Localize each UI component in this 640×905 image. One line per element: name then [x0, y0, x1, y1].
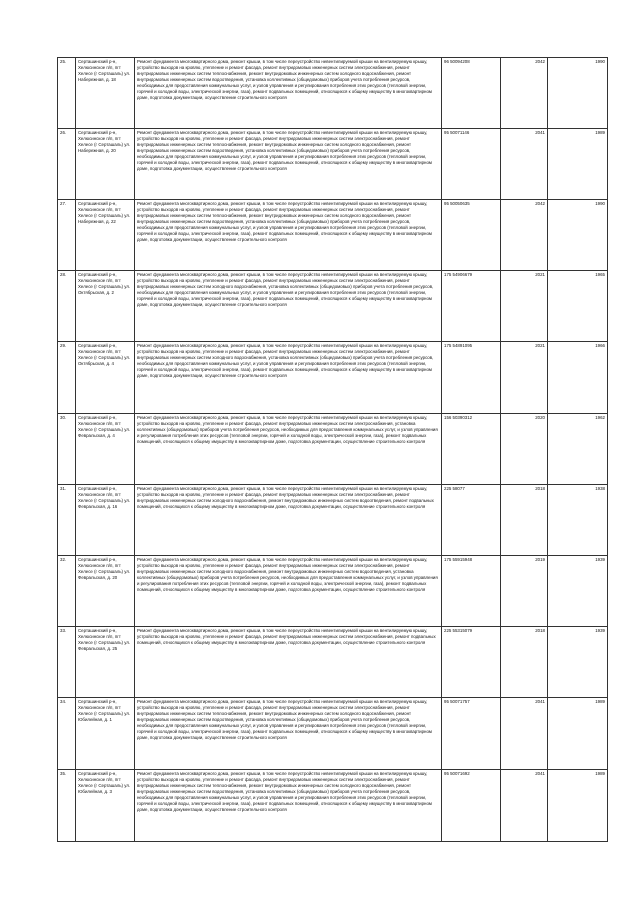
row-year: 2018 [501, 627, 548, 698]
row-address: Серташинский р-н, Хелюсинское п/п, пгт Хелесе (г Серташаль) ул. Набережная, д. 22 [76, 200, 135, 271]
row-number: 35. [58, 770, 76, 842]
table-row [58, 129, 608, 200]
row-built-year: 1989 [548, 770, 608, 842]
row-works: Ремонт фундамента многоквартирного дома, ремонт крыши, в том числе переустройство невентилируемой крыши на вентилируемую крышу, устройство выходов на кровлю, утепление и ремонт фасада, ремонт внутридомовых инженерных систем электроснабжения, ремонт внутридомовых инженерных систем холодного водоснабжения, ремонт внутридомовых инженерных систем водоотведения, установка коллективных (общедомовых) приборов учета потребления ресурсов, необходимых для предоставления коммунальных услуг, и узлов управления и регулирования потребления этих ресурсов (тепловой энергии, горячей и холодной воды, электрической энергии, газа), ремонт подвальных помещений, относящихся к общему имуществу в многоквартирном доме, подготовка документации, осуществление строительного контроля [135, 556, 442, 627]
table-row [58, 342, 608, 414]
row-year: 2041 [501, 698, 548, 770]
row-built-year: 1962 [548, 414, 608, 485]
row-works: Ремонт фундамента многоквартирного дома, ремонт крыши, в том числе переустройство невентилируемой крыши на вентилируемую крышу, устройство выходов на кровлю, утепление и ремонт фасада, ремонт внутридомовых инженерных систем электроснабжения, ремонт подвальных помещений, относящихся к общему имуществу в многоквартирном доме, подготовка документации, осуществление строительного контроля [135, 627, 442, 698]
row-year: 2041 [501, 129, 548, 200]
row-cost: 156 50390312 [442, 414, 501, 485]
row-cost: 95 50071757 [442, 698, 501, 770]
table-row [58, 271, 608, 342]
row-cost: 95 50050635 [442, 200, 501, 271]
row-built-year: 1966 [548, 342, 608, 414]
row-year: 2042 [501, 200, 548, 271]
row-number: 27. [58, 200, 76, 271]
row-number: 29. [58, 342, 76, 414]
row-cost: 96 50094208 [442, 58, 501, 129]
row-works: Ремонт фундамента многоквартирного дома, ремонт крыши, в том числе переустройство невентилируемой крыши на вентилируемую крышу, устройство выходов на кровлю, утепление и ремонт фасада, ремонт внутридомовых инженерных систем электроснабжения, ремонт внутридомовых инженерных систем холодного водоснабжения, ремонт внутридомовых инженерных систем водоотведения, ремонт подвальных помещений, относящихся к общему имуществу в многоквартирном доме, подготовка документации, осуществление строительного контроля [135, 485, 442, 556]
row-address: Серташинский р-н, Хелюсинское п/п, пгт Хелесе (г Серташаль) ул. Февральская, д. 4 [76, 414, 135, 485]
row-number: 30. [58, 414, 76, 485]
row-year: 2021 [501, 271, 548, 342]
row-address: Серташинский р-н, Хелюсинское п/п, пгт Хелесе (г Серташаль) ул. Октябрьская, д. 4 [76, 342, 135, 414]
table-row [58, 414, 608, 485]
row-built-year: 1990 [548, 200, 608, 271]
table-row [58, 627, 608, 698]
row-address: Серташинский р-н, Хелюсинское п/п, пгт Хелесе (г Серташаль) ул. Набережная, д. 18 [76, 58, 135, 129]
register-table-body [58, 58, 608, 842]
row-built-year: 1965 [548, 271, 608, 342]
row-number: 25. [58, 58, 76, 129]
row-works: Ремонт фундамента многоквартирного дома, ремонт крыши, в том числе переустройство невентилируемой крыши на вентилируемую крышу, устройство выходов на кровлю, утепление и ремонт фасада, ремонт внутридомовых инженерных систем электроснабжения, ремонт внутридомовых инженерных систем теплоснабжения, ремонт внутридомовых инженерных систем холодного водоснабжения, ремонт внутридомовых инженерных систем водоотведения, установка коллективных (общедомовых) приборов учета потребления ресурсов, необходимых для предоставления коммунальных услуг, и узлов управления и регулирования потребления этих ресурсов (тепловой энергии, горячей и холодной воды, электрической энергии, газа), ремонт подвальных помещений, относящихся к общему имуществу в многоквартирном доме, подготовка документации, осуществление строительного контроля [135, 200, 442, 271]
row-cost: 225 58077 [442, 485, 501, 556]
row-year: 2041 [501, 770, 548, 842]
row-address: Серташинский р-н, Хелюсинское п/п, пгт Хелесе (г Серташаль) ул. Октябрьская, д. 2 [76, 271, 135, 342]
row-works: Ремонт фундамента многоквартирного дома, ремонт крыши, в том числе переустройство невентилируемой крыши на вентилируемую крышу, устройство выходов на кровлю, утепление и ремонт фасада, ремонт внутридомовых инженерных систем электроснабжения, установка коллективных (общедомовых) приборов учета потребления ресурсов, необходимых для предоставления коммунальных услуг, и узлов управления и регулирования потребления этих ресурсов (тепловой энергии, горячей и холодной воды, электрической энергии, газа), ремонт подвальных помещений, относящихся к общему имуществу в многоквартирном доме, подготовка документации, осуществление строительного контроля [135, 414, 442, 485]
row-works: Ремонт фундамента многоквартирного дома, ремонт крыши, в том числе переустройство невентилируемой крыши на вентилируемую крышу, устройство выходов на кровлю, утепление и ремонт фасада, ремонт внутридомовых инженерных систем электроснабжения, ремонт внутридомовых инженерных систем теплоснабжения, ремонт внутридомовых инженерных систем холодного водоснабжения, ремонт внутридомовых инженерных систем водоотведения, установка коллективных (общедомовых) приборов учета потребления ресурсов, необходимых для предоставления коммунальных услуг, и узлов управления и регулирования потребления этих ресурсов (тепловой энергии, горячей и холодной воды, электрической энергии, газа), ремонт подвальных помещений, относящихся к общему имуществу в многоквартирном доме, подготовка документации, осуществление строительного контроля [135, 58, 442, 129]
row-cost: 225 55315079 [442, 627, 501, 698]
row-built-year: 1989 [548, 129, 608, 200]
row-built-year: 1989 [548, 698, 608, 770]
row-address: Серташинский р-н, Хелюсинское п/п, пгт Хелесе (г Серташаль) ул. Февральская, д. 16 [76, 485, 135, 556]
row-cost: 175 54906679 [442, 271, 501, 342]
row-address: Серташинский р-н, Хелюсинское п/п, пгт Хелесе (г Серташаль) ул. Февральская, д. 20 [76, 556, 135, 627]
table-row [58, 698, 608, 770]
row-works: Ремонт фундамента многоквартирного дома, ремонт крыши, в том числе переустройство невентилируемой крыши на вентилируемую крышу, устройство выходов на кровлю, утепление и ремонт фасада, ремонт внутридомовых инженерных систем электроснабжения, ремонт внутридомовых инженерных систем холодного водоснабжения, установка коллективных (общедомовых) приборов учета потребления ресурсов, необходимых для предоставления коммунальных услуг, и узлов управления и регулирования потребления этих ресурсов (тепловой энергии, горячей и холодной воды, электрической энергии, газа), ремонт подвальных помещений, относящихся к общему имуществу в многоквартирном доме, подготовка документации, осуществление строительного контроля [135, 342, 442, 414]
row-address: Серташинский р-н, Хелюсинское п/п, пгт Хелесе (г Серташаль) ул. Набережная, д. 20 [76, 129, 135, 200]
row-number: 32. [58, 556, 76, 627]
row-built-year: 1939 [548, 627, 608, 698]
row-number: 34. [58, 698, 76, 770]
row-year: 2021 [501, 342, 548, 414]
row-number: 28. [58, 271, 76, 342]
row-year: 2018 [501, 485, 548, 556]
table-row [58, 770, 608, 842]
row-year: 2042 [501, 58, 548, 129]
row-works: Ремонт фундамента многоквартирного дома, ремонт крыши, в том числе переустройство невентилируемой крыши на вентилируемую крышу, устройство выходов на кровлю, утепление и ремонт фасада, ремонт внутридомовых инженерных систем электроснабжения, ремонт внутридомовых инженерных систем холодного водоснабжения, установка коллективных (общедомовых) приборов учета потребления ресурсов, необходимых для предоставления коммунальных услуг, и узлов управления и регулирования потребления этих ресурсов (тепловой энергии, горячей и холодной воды, электрической энергии, газа), ремонт подвальных помещений, относящихся к общему имуществу в многоквартирном доме, подготовка документации, осуществление строительного контроля [135, 271, 442, 342]
row-built-year: 1990 [548, 58, 608, 129]
table-row [58, 556, 608, 627]
row-number: 31. [58, 485, 76, 556]
register-table [57, 57, 608, 842]
row-built-year: 1939 [548, 556, 608, 627]
row-year: 2019 [501, 556, 548, 627]
row-address: Серташинский р-н, Хелюсинское п/п, пгт Хелесе (г Серташаль) ул. Юбилейная, д. 3 [76, 770, 135, 842]
row-number: 33. [58, 627, 76, 698]
table-row [58, 58, 608, 129]
table-row [58, 485, 608, 556]
row-built-year: 1938 [548, 485, 608, 556]
row-cost: 175 55915948 [442, 556, 501, 627]
row-address: Серташинский р-н, Хелюсинское п/п, пгт Хелесе (г Серташаль) ул. Юбилейная, д. 1 [76, 698, 135, 770]
row-works: Ремонт фундамента многоквартирного дома, ремонт крыши, в том числе переустройство невентилируемой крыши на вентилируемую крышу, устройство выходов на кровлю, утепление и ремонт фасада, ремонт внутридомовых инженерных систем электроснабжения, ремонт внутридомовых инженерных систем теплоснабжения, ремонт внутридомовых инженерных систем холодного водоснабжения, ремонт внутридомовых инженерных систем водоотведения, установка коллективных (общедомовых) приборов учета потребления ресурсов, необходимых для предоставления коммунальных услуг, и узлов управления и регулирования потребления этих ресурсов (тепловой энергии, горячей и холодной воды, электрической энергии, газа), ремонт подвальных помещений, относящихся к общему имуществу в многоквартирном доме, подготовка документации, осуществление строительного контроля [135, 129, 442, 200]
row-cost: 175 54891095 [442, 342, 501, 414]
row-year: 2020 [501, 414, 548, 485]
row-cost: 95 50071692 [442, 770, 501, 842]
row-address: Серташинский р-н, Хелюсинское п/п, пгт Хелесе (г Серташаль) ул. Февральская, д. 25 [76, 627, 135, 698]
row-works: Ремонт фундамента многоквартирного дома, ремонт крыши, в том числе переустройство невентилируемой крыши на вентилируемую крышу, устройство выходов на кровлю, утепление и ремонт фасада, ремонт внутридомовых инженерных систем электроснабжения, ремонт внутридомовых инженерных систем теплоснабжения, ремонт внутридомовых инженерных систем холодного водоснабжения, ремонт внутридомовых инженерных систем водоотведения, установка коллективных (общедомовых) приборов учета потребления ресурсов, необходимых для предоставления коммунальных услуг, и узлов управления и регулирования потребления этих ресурсов (тепловой энергии, горячей и холодной воды, электрической энергии, газа), ремонт подвальных помещений, относящихся к общему имуществу в многоквартирном доме, подготовка документации, осуществление строительного контроля [135, 770, 442, 842]
row-cost: 95 50071146 [442, 129, 501, 200]
row-works: Ремонт фундамента многоквартирного дома, ремонт крыши, в том числе переустройство невентилируемой крыши на вентилируемую крышу, устройство выходов на кровлю, утепление и ремонт фасада, ремонт внутридомовых инженерных систем электроснабжения, ремонт внутридомовых инженерных систем теплоснабжения, ремонт внутридомовых инженерных систем холодного водоснабжения, ремонт внутридомовых инженерных систем водоотведения, установка коллективных (общедомовых) приборов учета потребления ресурсов, необходимых для предоставления коммунальных услуг, и узлов управления и регулирования потребления этих ресурсов (тепловой энергии, горячей и холодной воды, электрической энергии, газа), ремонт подвальных помещений, относящихся к общему имуществу в многоквартирном доме, подготовка документации, осуществление строительного контроля [135, 698, 442, 770]
row-number: 26. [58, 129, 76, 200]
table-row [58, 200, 608, 271]
